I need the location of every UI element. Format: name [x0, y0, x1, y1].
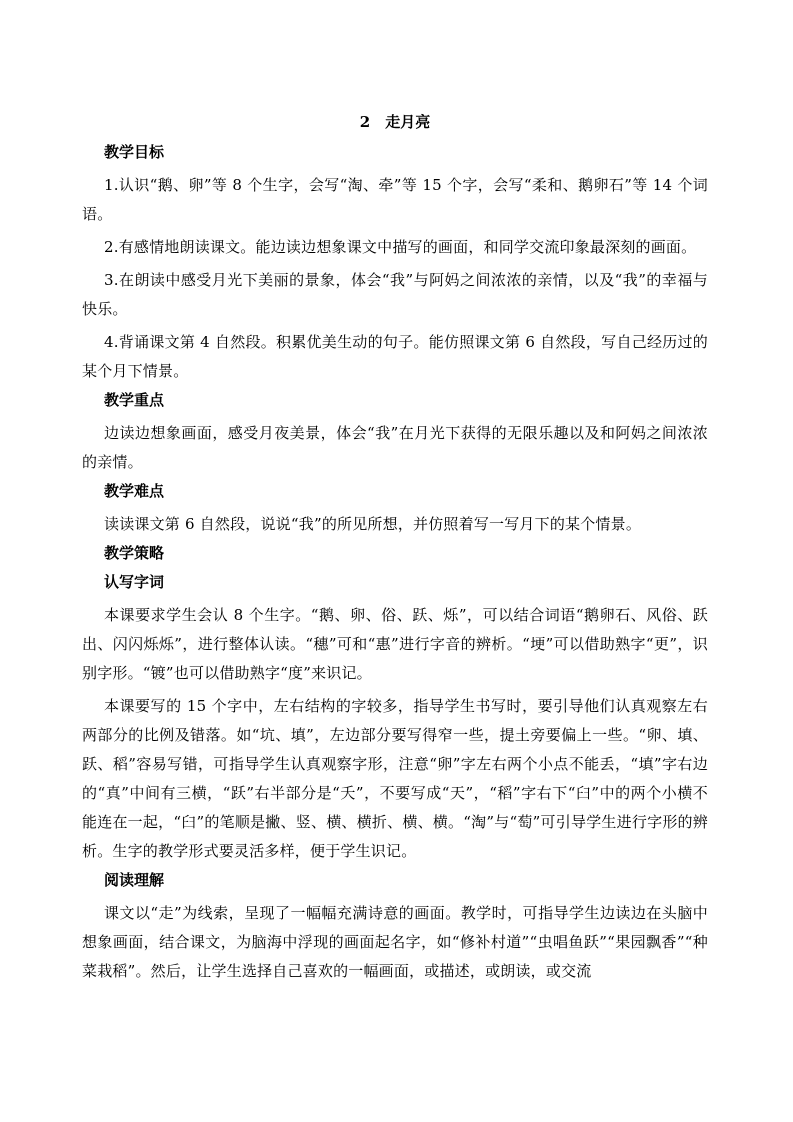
heading-reading-comprehension: 阅读理解	[104, 871, 165, 889]
document-page	[82, 112, 708, 990]
goal-paragraph-1: 1.认识“鹅、卵”等 8 个生字，会写“淘、牵”等 15 个字，会写“柔和、鹅卵石”等 14 个词语。	[82, 176, 708, 223]
heading-teaching-focus: 教学重点	[104, 391, 165, 409]
reading-paragraph: 课文以“走”为线索，呈现了一幅幅充满诗意的画面。教学时，可指导学生边读边在头脑中想象画面，结合课文，为脑海中浮现的画面起名字，如“修补村道”“虫唱鱼跃”“果园飘香”“种菜栽稻”。然后，让学生选择自己喜欢的一幅画面，或描述，或朗读，或交流	[82, 904, 708, 980]
goal-paragraph-2: 2.有感情地朗读课文。能边读边想象课文中描写的画面，和同学交流印象最深刻的画面。	[104, 238, 697, 256]
word-learning-paragraph-1: 本课要求学生会认 8 个生字。“鹅、卵、俗、跃、烁”，可以结合词语“鹅卵石、风俗、跃出、闪闪烁烁”，进行整体认读。“穗”可和“惠”进行字音的辨析。“埂”可以借助熟字“更”，识别字形。“镀”也可以借助熟字“度”来识记。	[82, 606, 708, 682]
heading-teaching-strategy: 教学策略	[104, 544, 165, 562]
heading-word-learning: 认写字词	[104, 573, 165, 591]
goal-paragraph-3: 3.在朗读中感受月光下美丽的景象，体会“我”与阿妈之间浓浓的亲情，以及“我”的幸福与快乐。	[82, 271, 708, 318]
heading-teaching-goals: 教学目标	[104, 143, 165, 161]
word-learning-paragraph-2: 本课要写的 15 个字中，左右结构的字较多，指导学生书写时，要引导他们认真观察左右两部分的比例及错落。如“坑、填”，左边部分要写得窄一些，提土旁要偏上一些。“卵、填、跃、稻”容易写错，可指导学生认真观察字形，注意“卵”字左右两个小点不能丢，“填”字右边的“真”中间有三横，“跃”右半部分是“夭”，不要写成“天”，“稻”字右下“臼”中的两个小横不能连在一起，“臼”的笔顺是撇、竖、横、横折、横、横。“淘”与“萄”可引导学生进行字形的辨析。生字的教学形式要灵活多样，便于学生识记。	[82, 697, 708, 860]
lesson-title: 2 走月亮	[359, 113, 431, 131]
heading-teaching-difficulty: 教学难点	[104, 482, 165, 500]
goal-paragraph-4: 4.背诵课文第 4 自然段。积累优美生动的句子。能仿照课文第 6 自然段，写自己经历过的某个月下情景。	[82, 333, 708, 380]
focus-paragraph: 边读边想象画面，感受月夜美景，体会“我”在月光下获得的无限乐趣以及和阿妈之间浓浓的亲情。	[82, 424, 708, 471]
difficulty-paragraph: 读读课文第 6 自然段，说说“我”的所见所想，并仿照着写一写月下的某个情景。	[104, 515, 642, 533]
